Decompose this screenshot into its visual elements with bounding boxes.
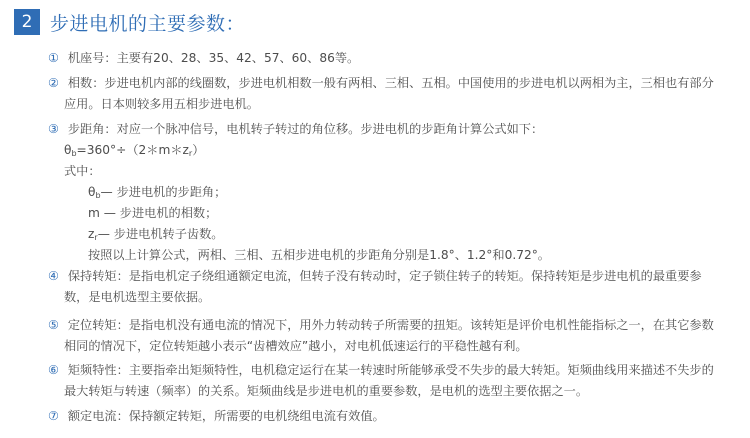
- item-marker: ⑦: [48, 409, 59, 423]
- item-text: 额定电流：保持额定转矩，所需要的电机绕组电流有效值。: [67, 409, 385, 423]
- item-text-continuation: 最大转矩与转速（频率）的关系。矩频曲线是步进电机的重要参数，是电机的选型主要依据之一。: [64, 384, 589, 398]
- item-text: 定位转矩：是指电机没有通电流的情况下，用外力转动转子所需要的扭矩。该转矩是评价电机性能指标之一，在其它参数: [67, 318, 714, 332]
- definition-z: $z_r—$ 步进电机转子齿数。: [88, 227, 224, 242]
- item-marker: ②: [48, 76, 59, 90]
- item-text-continuation: 应用。日本则较多用五相步进电机。: [64, 97, 259, 111]
- item-text: 机座号：主要有20、28、35、42、57、60、86等。: [67, 51, 360, 65]
- item-text: 矩频特性：主要指牵出矩频特性，电机稳定运行在某一转速时所能够承受不失步的最大转矩。矩频曲线用来描述不失步的: [67, 363, 714, 377]
- definition-m: m — 步进电机的相数；: [88, 206, 218, 220]
- list-item: [48, 362, 714, 378]
- list-item: [48, 268, 702, 284]
- list-item: [48, 121, 543, 137]
- item-text: 相数：步进电机内部的线圈数，步进电机相数一般有两相、三相、五相。中国使用的步进电机以两相为主，三相也有部分: [67, 76, 714, 90]
- item-marker: ①: [48, 51, 59, 65]
- item-text-continuation: 相同的情况下，定位转矩越小表示“齿槽效应”越小，对电机低速运行的平稳性越有利。: [64, 339, 528, 353]
- list-item: [48, 317, 714, 333]
- item-marker: ⑤: [48, 318, 59, 332]
- list-item: [48, 408, 385, 424]
- item-text-continuation: 数，是电机选型主要依据。: [64, 290, 211, 304]
- item-marker: ③: [48, 122, 59, 136]
- section-number-badge: 2: [14, 9, 40, 35]
- definition-theta: $\theta_b—$ 步进电机的步距角；: [88, 185, 227, 200]
- list-item: [48, 50, 359, 66]
- item-text: 保持转矩：是指电机定子绕组通额定电流，但转子没有转动时，定子锁住转子的转矩。保持转矩是步进电机的最重要参: [67, 269, 702, 283]
- step-angle-formula: $\theta_b=360^\circ\div(2*m*z_r)$: [64, 143, 205, 158]
- section-title: 步进电机的主要参数：: [50, 12, 246, 35]
- list-item: [48, 75, 714, 91]
- item-marker: ④: [48, 269, 59, 283]
- item-marker: ⑥: [48, 363, 59, 377]
- item-text: 步距角：对应一个脉冲信号，电机转子转过的角位移。步进电机的步距角计算公式如下：: [67, 122, 544, 136]
- section-header: [14, 9, 245, 35]
- step-angle-note: 按照以上计算公式，两相、三相、五相步进电机的步距角分别是1.8°、1.2°和0.72°。: [88, 248, 550, 262]
- formula-label: 式中：: [64, 164, 101, 178]
